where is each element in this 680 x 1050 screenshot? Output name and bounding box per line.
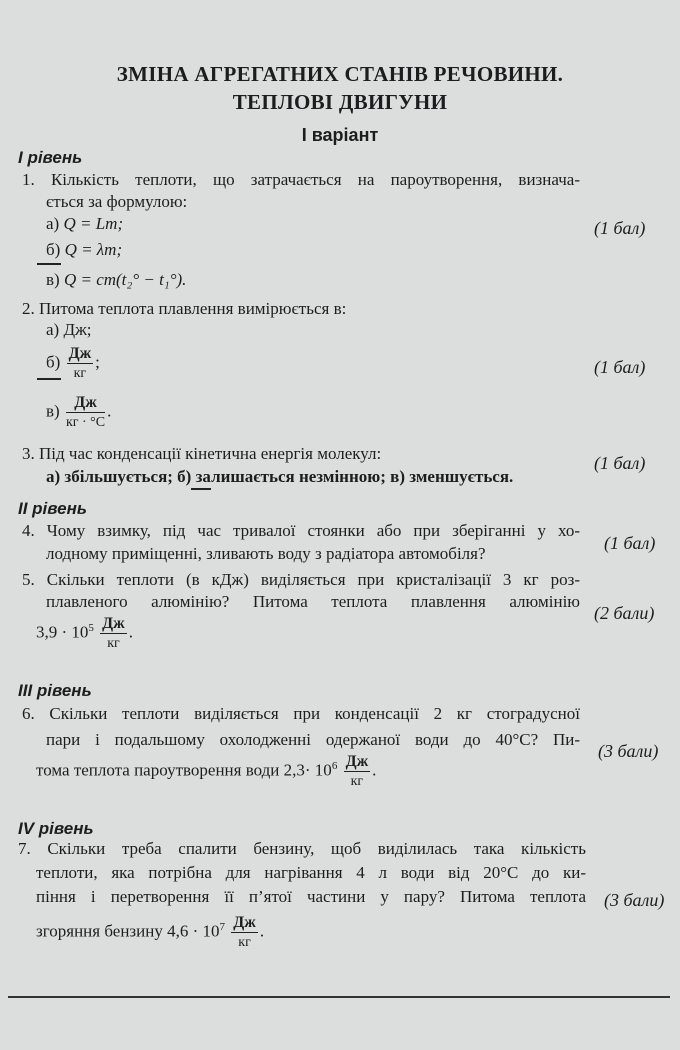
q2-option-b: б) $\frac{Дж}{кг}$ ; [46, 345, 100, 381]
answer-mark-underline [37, 263, 61, 265]
q5-value-base: 3,9 · 10 [36, 622, 89, 642]
q2-option-c-label: в) [46, 401, 60, 421]
q2-option-b-label: б) [46, 352, 61, 372]
fraction-numerator: Дж [233, 914, 256, 931]
question-7-line-3: піння і перетворення її п’ятої частини у пару? Питома теплота [36, 887, 586, 906]
fraction-numerator: Дж [68, 345, 92, 362]
q1-option-b-formula: Q = λm; [64, 240, 123, 259]
q2-option-c: в) $\frac{Дж}{кг \cdot ^\circ С}$ . [46, 394, 112, 430]
question-6-line-2: пари і подальшому охолодженні одержаної води до 40°С? Пи- [46, 730, 580, 749]
variant-heading: І варіант [301, 125, 379, 145]
question-7-line-1: 7. Скільки треба спалити бензину, щоб виділилась така кількість [18, 839, 586, 858]
question-5-line-1: 5. Скільки теплоти (в кДж) виділяється при кристалізації 3 кг роз- [22, 570, 580, 589]
q7-line-4-text: згоряння бензину 4,6 · 10 [36, 921, 220, 941]
q2-option-c-fraction [66, 393, 105, 432]
fraction-numerator: Дж [345, 753, 369, 770]
q1-option-a-formula: Q = Lm; [63, 214, 124, 233]
q5-unit-fraction [100, 614, 127, 653]
q4-points: (1 бал) [604, 533, 656, 553]
q1-option-b [46, 240, 122, 260]
q7-unit-fraction [231, 913, 258, 952]
fraction-numerator: Дж [102, 615, 125, 632]
q6-line-3-text: тома теплота пароутворення води 2,3· 10 [36, 760, 332, 780]
q7-line-4: згоряння бензину $4,6 \cdot 10^7$ $\frac{Дж}{кг}$ . [36, 914, 265, 950]
question-2-line-1: 2. Питома теплота плавлення вимірюється в: [22, 299, 347, 318]
q2-option-a-label: а) [46, 320, 60, 339]
q6-value-exponent: 6 [331, 759, 338, 772]
question-6-line-1: 6. Скільки теплоти виділяється при конденсації 2 кг стоградусної [22, 704, 580, 723]
q5-value: $3,9 \cdot 10^5$ $\frac{Дж}{кг}$ . [36, 615, 134, 651]
q2-points: (1 бал) [594, 357, 646, 377]
question-3-options: а) збільшується; б) залишається незмінною; в) зменшується. [46, 467, 514, 486]
q5-points: (2 бали) [594, 603, 655, 623]
q1-option-b-label: б) [46, 240, 61, 259]
level-3-heading: ІІІ рівень [18, 681, 92, 700]
q7-points: (3 бали) [604, 890, 665, 910]
level-4-heading: ІV рівень [18, 819, 94, 838]
fraction-denominator: кг [73, 366, 87, 381]
question-7-line-2: теплоти, яка потрібна для нагрівання 4 л води від 20°С до ки- [36, 863, 586, 882]
q1-points: (1 бал) [594, 218, 646, 238]
q6-line-3: тома теплота пароутворення води $2,3\cdot 10^6$ $\frac{Дж}{кг}$ . [36, 753, 377, 789]
q1-option-a [46, 214, 123, 234]
question-1-line-1: 1. Кількість теплоти, що затрачається на пароутворення, визнача- [22, 170, 580, 189]
q1-option-a-label: а) [46, 214, 60, 233]
question-1-line-2: ється за формулою: [46, 192, 188, 211]
answer-mark-underline [191, 488, 211, 490]
q6-points: (3 бали) [598, 741, 659, 761]
title-line-2: ТЕПЛОВІ ДВИГУНИ [232, 90, 448, 114]
q3-points: (1 бал) [594, 453, 646, 473]
q7-value-exponent: 7 [219, 920, 225, 933]
question-5-line-2: плавленого алюмінію? Питома теплота плавлення алюмінію [46, 592, 580, 611]
bottom-divider [8, 996, 670, 998]
level-2-heading: ІІ рівень [18, 499, 87, 518]
level-1-heading: І рівень [18, 148, 83, 167]
fraction-denominator: кг [107, 636, 120, 651]
question-4-line-1: 4. Чому взимку, під час тривалої стоянки або при зберіганні у хо- [22, 521, 580, 540]
fraction-numerator: Дж [66, 393, 105, 413]
q1-option-c-label: в) [46, 270, 60, 289]
answer-mark-underline [37, 378, 61, 380]
fraction-denominator: кг [238, 935, 251, 950]
q2-option-b-fraction [67, 344, 94, 383]
q1-option-c [46, 270, 186, 290]
title-line-1: ЗМІНА АГРЕГАТНИХ СТАНІВ РЕЧОВИНИ. [116, 62, 564, 86]
fraction-denominator: кг · °С [65, 415, 106, 430]
fraction-denominator: кг [350, 774, 364, 789]
question-4-line-2: лодному приміщенні, зливають воду з радіатора автомобіля? [46, 544, 486, 563]
q2-option-a-text: Дж; [63, 320, 92, 339]
q6-unit-fraction [344, 752, 371, 791]
q5-value-exponent: 5 [88, 621, 94, 634]
q1-option-c-formula: Q = cm(t₂° − t₁°). [63, 270, 187, 289]
question-3-line-1: 3. Під час конденсації кінетична енергія молекул: [22, 444, 382, 463]
q2-option-a [46, 320, 92, 340]
